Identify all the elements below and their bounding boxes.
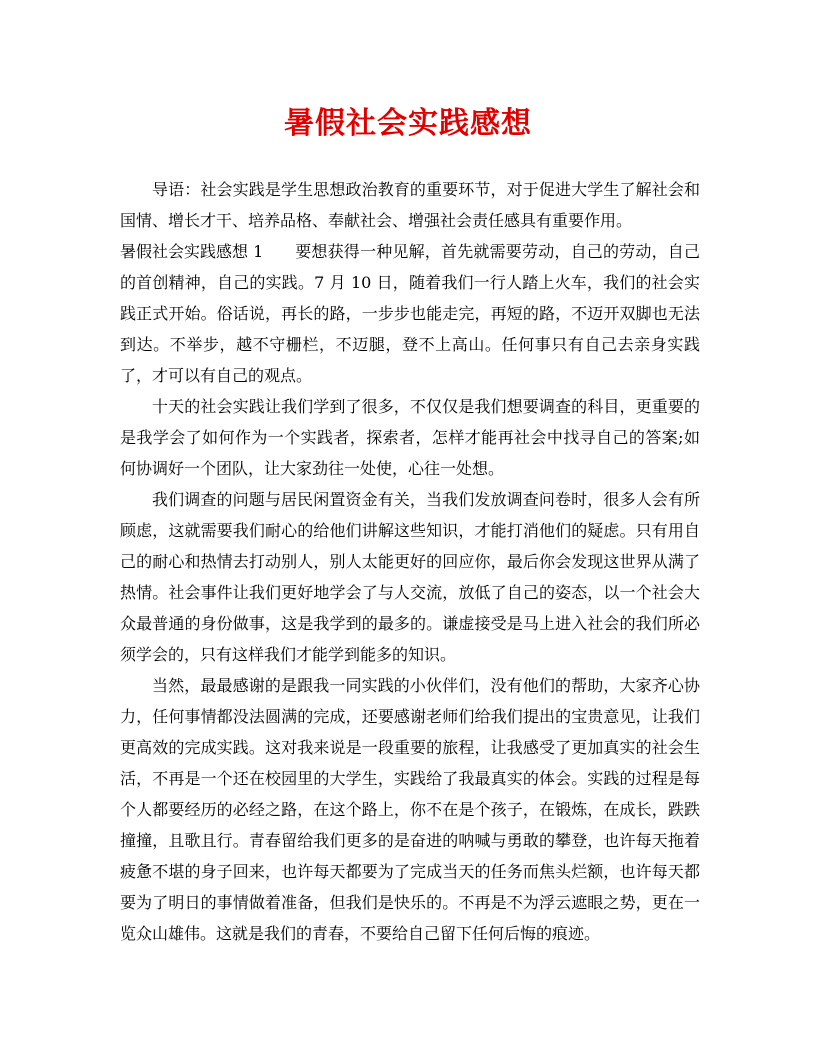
paragraph-2: 十天的社会实践让我们学到了很多，不仅仅是我们想要调查的科目，更重要的是我学会了如何作为一个实践者，探索者，怎样才能再社会中找寻自己的答案;如何协调好一个团队，让大家劲往一处使，心往一处想。 — [120, 397, 700, 478]
paragraph-4: 当然，最最感谢的是跟我一同实践的小伙伴们，没有他们的帮助，大家齐心协力，任何事情都没法圆满的完成，还要感谢老师们给我们提出的宝贵意见，让我们更高效的完成实践。这对我来说是一段重要的旅程，让我感受了更加真实的社会生活，不再是一个还在校园里的大学生，实践给了我最真实的体会。实践的过程是每个人都要经历的必经之路，在这个路上，你不在是个孩子，在锻炼，在成长，跌跌撞撞，且歌且行。青春留给我们更多的是奋进的呐喊与勇敢的攀登，也许每天拖着疲惫不堪的身子回来，也许每天都要为了完成当天的任务而焦头烂额，也许每天都要为了明日的事情做着准备，但我们是快乐的。不再是不为浮云遮眼之势，更在一览众山雄伟。这就是我们的青春，不要给自己留下任何后悔的痕迹。 — [120, 676, 700, 943]
document-body — [120, 174, 700, 949]
document-title: 暑假社会实践感想 — [284, 106, 532, 141]
paragraph-3: 我们调查的问题与居民闲置资金有关，当我们发放调查问卷时，很多人会有所顾虑，这就需要我们耐心的给他们讲解这些知识，才能打消他们的疑虑。只有用自己的耐心和热情去打动别人，别人太能更好的回应你，最后你会发现这世界从满了热情。社会事件让我们更好地学会了与人交流，放低了自己的姿态，以一个社会大众最普通的身份做事，这是我学到的最多的。谦虚接受是马上进入社会的我们所必须学会的，只有这样我们才能学到能多的知识。 — [120, 490, 700, 664]
section-1-paragraph — [120, 236, 700, 391]
section-heading: 暑假社会实践感想 1 — [120, 242, 264, 261]
paragraph-1-text: 要想获得一种见解，首先就需要劳动，自己的劳动，自己的首创精神，自己的实践。7 月 10 日，随着我们一行人踏上火车，我们的社会实践正式开始。俗话说，再长的路，一步步也能走完，再短的路，不迈开双脚也无法到达。不举步，越不守栅栏，不迈腿，登不上高山。任何事只有自己去亲身实践了，才可以有自己的观点。 — [120, 242, 700, 385]
intro-paragraph: 导语：社会实践是学生思想政治教育的重要环节，对于促进大学生了解社会和国情、增长才干、培养品格、奉献社会、增强社会责任感具有重要作用。 — [120, 180, 700, 230]
